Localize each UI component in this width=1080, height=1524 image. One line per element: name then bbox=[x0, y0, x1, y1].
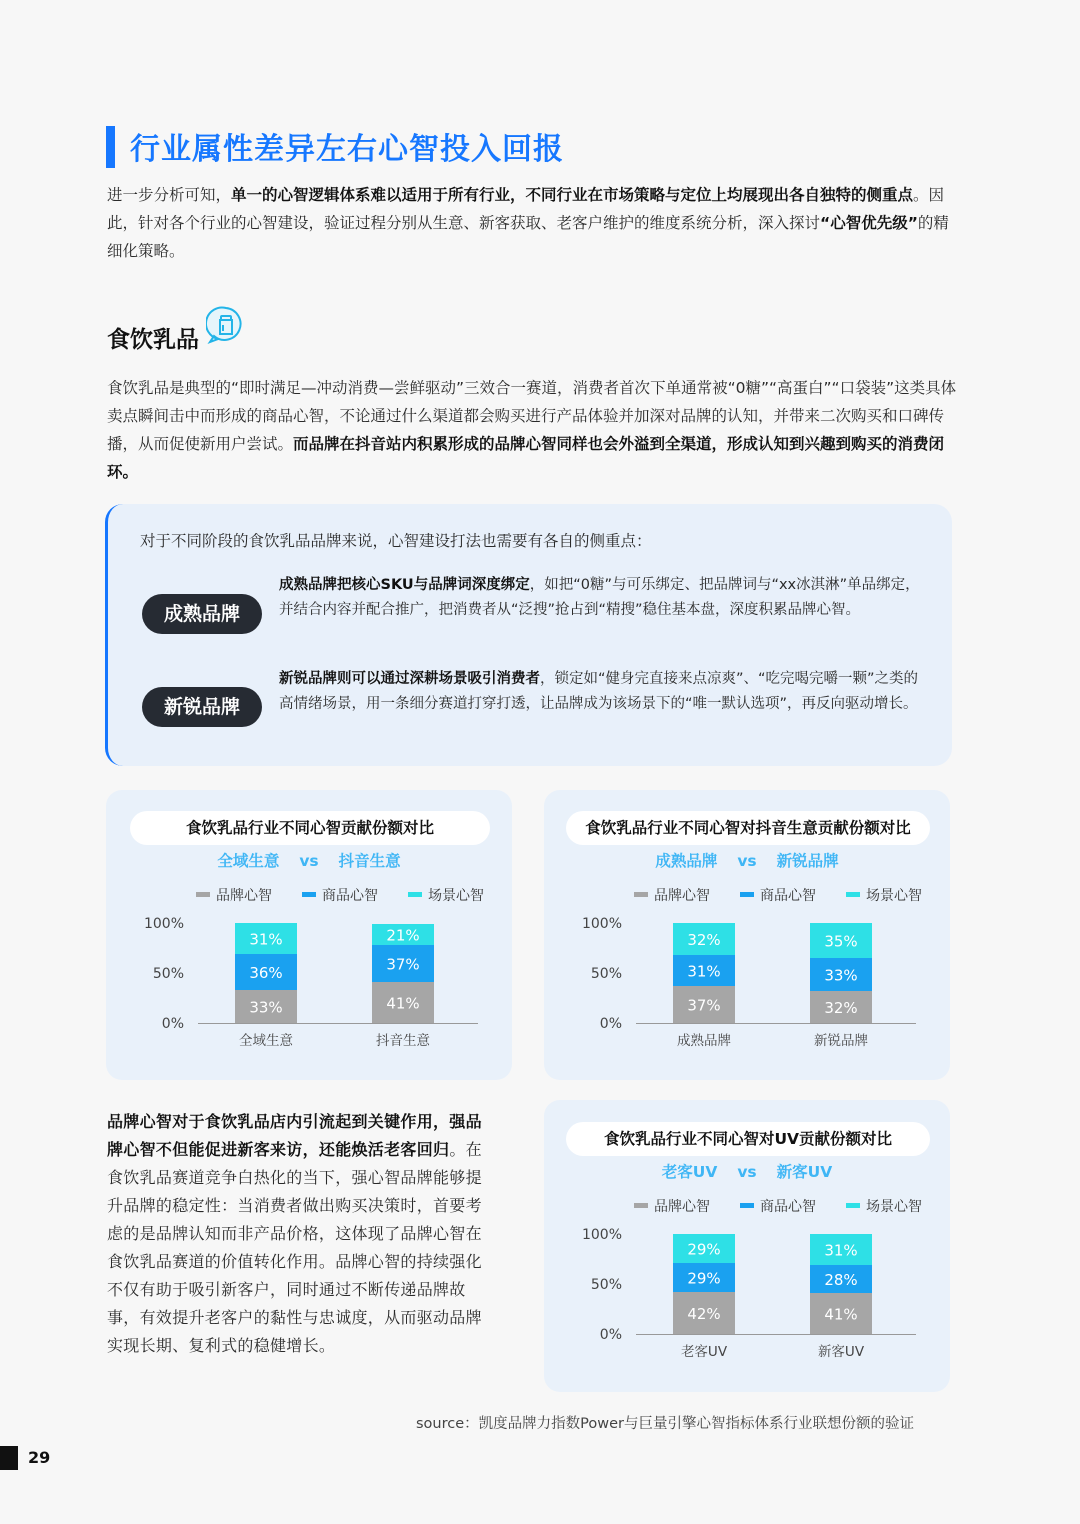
section-body bbox=[107, 374, 957, 486]
chart-1-ytick-0: 100% bbox=[143, 916, 184, 932]
chart-1-label-1-2: 21% bbox=[386, 926, 420, 945]
chart-1-title: 食饮乳品行业不同心智贡献份额对比 bbox=[130, 811, 490, 845]
pill-emerging-brand: 新锐品牌 bbox=[142, 687, 262, 727]
chart-3-compare-b: 新客UV bbox=[776, 1163, 833, 1181]
chart-3-compare-vs: vs bbox=[737, 1163, 757, 1181]
chart-2-category-1: 新锐品牌 bbox=[814, 1033, 868, 1049]
chart-3-legend-swatch-0 bbox=[634, 1203, 648, 1208]
chart-1-label-0-2: 31% bbox=[249, 930, 283, 949]
chart-2-label-1-1: 33% bbox=[824, 966, 858, 985]
chart-1-compare-b: 抖音生意 bbox=[338, 852, 401, 870]
chart-3-legend-swatch-1 bbox=[740, 1203, 754, 1208]
chart-3-legend-label-0: 品牌心智 bbox=[654, 1199, 710, 1215]
chart-2-legend-swatch-1 bbox=[740, 892, 754, 897]
chart-2-ytick-0: 100% bbox=[581, 916, 622, 932]
chart-2-label-1-0: 32% bbox=[824, 999, 858, 1017]
callout-emerging-bold: 新锐品牌则可以通过深耕场景吸引消费者 bbox=[279, 671, 540, 687]
section-title: 食饮乳品 bbox=[107, 327, 199, 353]
chart-2-legend-label-0: 品牌心智 bbox=[654, 888, 710, 904]
chart-2-label-0-2: 32% bbox=[687, 931, 721, 949]
chart-3-compare-a: 老客UV bbox=[661, 1163, 718, 1181]
callout-emerging-body: ，锁定如“健身完直接来点凉爽”、“吃完喝完嚼一颗”之类的高情绪场景，用一条细分赛道打穿打透，让品牌成为该场景下的“唯一默认选项”，再反向驱动增长。 bbox=[279, 671, 919, 712]
page-marker bbox=[0, 1446, 18, 1470]
chart-1-category-1: 抖音生意 bbox=[376, 1033, 430, 1049]
chart-1-category-0: 全域生意 bbox=[239, 1033, 293, 1049]
chart-3-ytick-0: 100% bbox=[581, 1227, 622, 1243]
intro-text-2: 。因此，针对各个行业的心智建设，验证过程分别从生意、新客获取、老客户维护的维度系统分析，深入探讨 bbox=[107, 186, 945, 232]
brand-mind-bold: 品牌心智对于食饮乳品店内引流起到关键作用，强品牌心智不但能促进新客来访，还能焕活老客回归 bbox=[107, 1112, 482, 1159]
chart-3-label-0-2: 29% bbox=[687, 1240, 721, 1259]
section-bold: 而品牌在抖音站内积累形成的品牌心智同样也会外溢到全渠道，形成认知到兴趣到购买的消费闭环。 bbox=[107, 435, 945, 481]
chart-3-legend-label-1: 商品心智 bbox=[760, 1199, 816, 1215]
chart-3-label-1-1: 28% bbox=[824, 1271, 858, 1289]
callout-mature-text bbox=[279, 573, 929, 623]
chart-2-legend-label-1: 商品心智 bbox=[760, 888, 816, 904]
chart-1-legend-swatch-0 bbox=[196, 892, 210, 897]
brand-mind-text: 。在食饮乳品赛道竞争白热化的当下，强心智品牌能够提升品牌的稳定性：当消费者做出购买决策时，首要考虑的是品牌认知而非产品价格，这体现了品牌心智在食饮乳品赛道的价值转化作用。品牌心智的持续强化不仅有助于吸引新客户，同时通过不断传递品牌故事，有效提升老客户的黏性与忠诚度，从而驱动品牌实现长期、复利式的稳健增长。 bbox=[107, 1140, 482, 1355]
chart-3-legend-label-2: 场景心智 bbox=[866, 1199, 922, 1215]
bottle-bubble-icon bbox=[206, 305, 246, 345]
intro-text-1: 进一步分析可知， bbox=[107, 186, 232, 204]
intro-text-3: 的精细化策略。 bbox=[107, 214, 949, 260]
callout-mature-bold: 成熟品牌把核心SKU与品牌词深度绑定 bbox=[279, 577, 530, 593]
callout-intro: 对于不同阶段的食饮乳品品牌来说，心智建设打法也需要有各自的侧重点： bbox=[140, 532, 652, 550]
chart-2-category-0: 成熟品牌 bbox=[677, 1033, 731, 1049]
intro-bold-2: “心智优先级” bbox=[820, 214, 918, 232]
chart-1-compare bbox=[106, 849, 512, 871]
chart-2-compare-a: 成熟品牌 bbox=[655, 852, 718, 870]
page-number: 29 bbox=[28, 1448, 51, 1467]
chart-1-legend-label-2: 场景心智 bbox=[428, 888, 484, 904]
chart-3-category-1: 新客UV bbox=[817, 1344, 865, 1360]
chart-3-compare bbox=[544, 1160, 950, 1182]
chart-1-compare-vs: vs bbox=[299, 852, 319, 870]
chart-2-compare-b: 新锐品牌 bbox=[776, 852, 839, 870]
chart-3 bbox=[544, 1189, 950, 1379]
chart-3-ytick-2: 0% bbox=[599, 1327, 622, 1343]
chart-1-ytick-1: 50% bbox=[152, 966, 184, 982]
chart-3-ytick-1: 50% bbox=[590, 1277, 622, 1293]
chart-1-label-0-1: 36% bbox=[249, 964, 283, 982]
brand-mind-paragraph bbox=[107, 1108, 487, 1360]
chart-3-label-1-0: 41% bbox=[824, 1305, 858, 1324]
chart-2-title: 食饮乳品行业不同心智对抖音生意贡献份额对比 bbox=[566, 811, 930, 845]
pill-mature-brand: 成熟品牌 bbox=[142, 594, 262, 634]
chart-2-legend-swatch-2 bbox=[846, 892, 860, 897]
chart-1-label-1-1: 37% bbox=[386, 955, 420, 974]
page-title: 行业属性差异左右心智投入回报 bbox=[130, 132, 564, 167]
intro-bold-1: 单一的心智逻辑体系难以适用于所有行业，不同行业在市场策略与定位上均展现出各自独特的侧重点 bbox=[231, 186, 914, 204]
intro-paragraph bbox=[107, 181, 957, 265]
chart-1-legend-label-1: 商品心智 bbox=[322, 888, 378, 904]
section-text: 食饮乳品是典型的“即时满足—冲动消费—尝鲜驱动”三效合一赛道，消费者首次下单通常被“0糖”“高蛋白”“口袋装”这类具体卖点瞬间击中而形成的商品心智，不论通过什么渠道都会购买进行产品体验并加深对品牌的认知，并带来二次购买和口碑传播，从而促使新用户尝试。 bbox=[107, 379, 957, 453]
chart-2-label-0-1: 31% bbox=[687, 962, 721, 981]
chart-1-legend-swatch-1 bbox=[302, 892, 316, 897]
chart-2-label-1-2: 35% bbox=[824, 932, 858, 951]
chart-2 bbox=[544, 878, 950, 1068]
chart-1 bbox=[106, 878, 512, 1068]
chart-2-label-0-0: 37% bbox=[687, 996, 721, 1015]
source-note: source：凯度品牌力指数Power与巨量引擎心智指标体系行业联想份额的验证 bbox=[416, 1416, 914, 1432]
chart-1-ytick-2: 0% bbox=[161, 1016, 184, 1032]
chart-1-legend-label-0: 品牌心智 bbox=[216, 888, 272, 904]
chart-1-label-0-0: 33% bbox=[249, 998, 283, 1017]
callout-mature-body: ，如把“0糖”与可乐绑定、把品牌词与“xx冰淇淋”单品绑定，并结合内容并配合推广，把消费者从“泛搜”抢占到“精搜”稳住基本盘，深度积累品牌心智。 bbox=[279, 577, 920, 618]
chart-2-legend-swatch-0 bbox=[634, 892, 648, 897]
title-accent-bar bbox=[106, 126, 115, 168]
chart-3-label-1-2: 31% bbox=[824, 1241, 858, 1260]
chart-2-legend-label-2: 场景心智 bbox=[866, 888, 922, 904]
chart-2-ytick-2: 0% bbox=[599, 1016, 622, 1032]
chart-2-ytick-1: 50% bbox=[590, 966, 622, 982]
chart-1-legend-swatch-2 bbox=[408, 892, 422, 897]
chart-1-label-1-0: 41% bbox=[386, 994, 420, 1013]
chart-1-compare-a: 全域生意 bbox=[217, 852, 280, 870]
chart-3-legend-swatch-2 bbox=[846, 1203, 860, 1208]
chart-2-compare bbox=[544, 849, 950, 871]
chart-3-category-0: 老客UV bbox=[680, 1344, 728, 1360]
chart-2-compare-vs: vs bbox=[737, 852, 757, 870]
chart-3-label-0-0: 42% bbox=[687, 1305, 721, 1323]
chart-3-title: 食饮乳品行业不同心智对UV贡献份额对比 bbox=[566, 1122, 930, 1156]
callout-emerging-text bbox=[279, 667, 929, 717]
chart-3-label-0-1: 29% bbox=[687, 1269, 721, 1288]
